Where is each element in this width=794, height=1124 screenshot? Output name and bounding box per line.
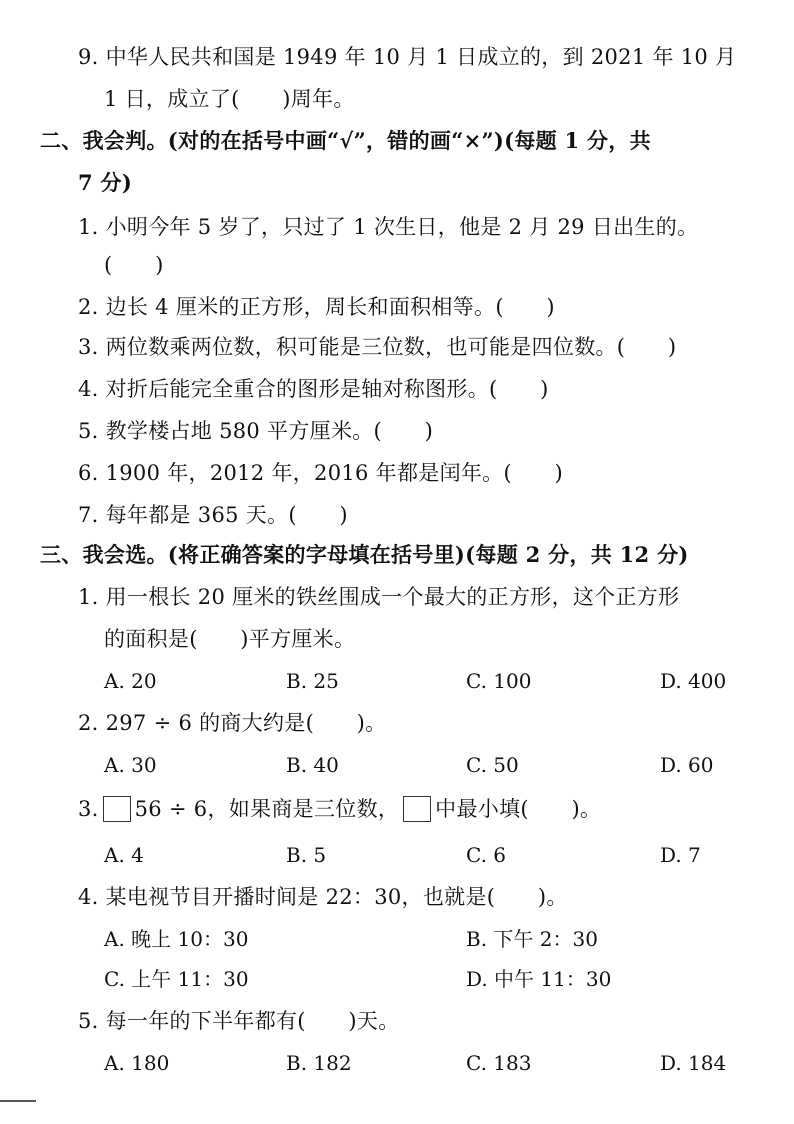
choice-3 xyxy=(78,794,601,824)
judge-5: 5. 教学楼占地 580 平方厘米。( ) xyxy=(78,419,434,443)
judge-7: 7. 每年都是 365 天。( ) xyxy=(78,503,348,527)
judge-3: 3. 两位数乘两位数，积可能是三位数，也可能是四位数。( ) xyxy=(78,335,677,359)
question-9-line-2: 1 日，成立了( )周年。 xyxy=(104,87,355,111)
judge-1-answer: ( ) xyxy=(104,253,164,277)
choice-2-option-b: B. 40 xyxy=(286,753,339,777)
choice-1-option-d: D. 400 xyxy=(660,669,727,693)
choice-3-number: 3. xyxy=(78,797,99,821)
choice-3-text-1: 56 ÷ 6，如果商是三位数， xyxy=(134,797,400,821)
choice-3-option-a: A. 4 xyxy=(104,843,144,867)
choice-4-option-c: C. 上午 11：30 xyxy=(104,967,249,991)
judge-4: 4. 对折后能完全重合的图形是轴对称图形。( ) xyxy=(78,377,549,401)
choice-1-option-a: A. 20 xyxy=(104,669,157,693)
choice-3-option-b: B. 5 xyxy=(286,843,327,867)
choice-3-option-d: D. 7 xyxy=(660,843,701,867)
choice-2-option-c: C. 50 xyxy=(466,753,519,777)
judge-6: 6. 1900 年，2012 年，2016 年都是闰年。( ) xyxy=(78,461,564,485)
question-9-line-1: 9. 中华人民共和国是 1949 年 10 月 1 日成立的，到 2021 年 10 月 xyxy=(78,45,737,69)
blank-box xyxy=(103,796,131,822)
section-2-heading-cont: 7 分) xyxy=(78,170,133,195)
choice-4-option-b: B. 下午 2：30 xyxy=(466,927,598,951)
section-3-heading: 三、我会选。(将正确答案的字母填在括号里)(每题 2 分，共 12 分) xyxy=(40,542,689,567)
choice-4: 4. 某电视节目开播时间是 22：30，也就是( )。 xyxy=(78,885,568,909)
choice-1-line-1: 1. 用一根长 20 厘米的铁丝围成一个最大的正方形，这个正方形 xyxy=(78,585,680,609)
choice-4-option-a: A. 晚上 10：30 xyxy=(104,927,249,951)
choice-4-option-d: D. 中午 11：30 xyxy=(466,967,612,991)
choice-1-line-2: 的面积是( )平方厘米。 xyxy=(104,627,356,651)
judge-1-line-1: 1. 小明今年 5 岁了，只过了 1 次生日，他是 2 月 29 日出生的。 xyxy=(78,215,699,239)
choice-5-option-d: D. 184 xyxy=(660,1051,727,1075)
blank-box xyxy=(403,796,431,822)
choice-3-option-c: C. 6 xyxy=(466,843,507,867)
margin-tick xyxy=(0,1100,36,1102)
choice-2-option-a: A. 30 xyxy=(104,753,157,777)
choice-1-option-b: B. 25 xyxy=(286,669,339,693)
choice-2-option-d: D. 60 xyxy=(660,753,714,777)
choice-5-option-c: C. 183 xyxy=(466,1051,532,1075)
choice-2: 2. 297 ÷ 6 的商大约是( )。 xyxy=(78,711,387,735)
choice-5-option-b: B. 182 xyxy=(286,1051,352,1075)
section-2-heading: 二、我会判。(对的在括号中画“√”，错的画“×”)(每题 1 分，共 xyxy=(40,128,651,153)
choice-5-option-a: A. 180 xyxy=(104,1051,170,1075)
judge-2: 2. 边长 4 厘米的正方形，周长和面积相等。( ) xyxy=(78,295,555,319)
choice-1-option-c: C. 100 xyxy=(466,669,532,693)
choice-3-text-2: 中最小填( )。 xyxy=(435,797,602,821)
choice-5: 5. 每一年的下半年都有( )天。 xyxy=(78,1009,400,1033)
